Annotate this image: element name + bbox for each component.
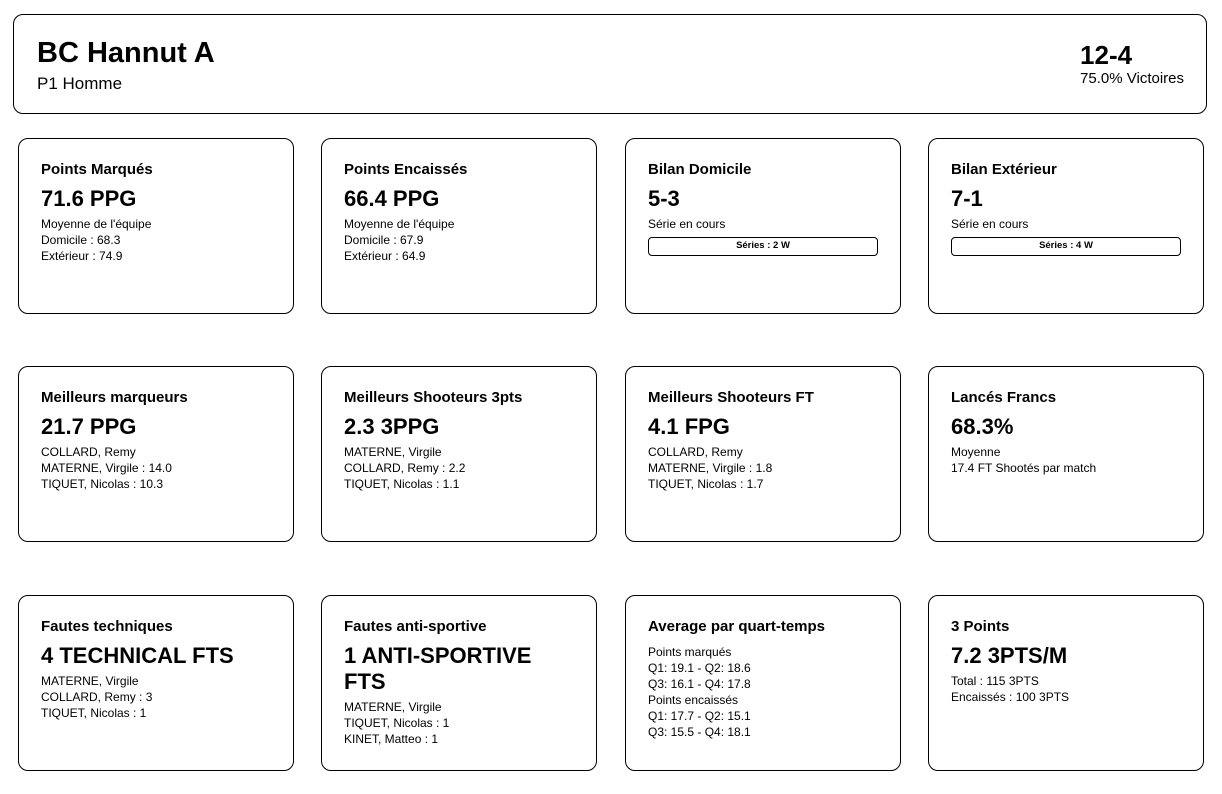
card-line: MATERNE, Virgile — [41, 674, 139, 688]
card-unsportsmanlike-fouls — [321, 595, 597, 771]
card-line: TIQUET, Nicolas : 1 — [344, 716, 450, 730]
card-title: Average par quart-temps — [648, 618, 825, 635]
card-line: Série en cours — [951, 217, 1029, 231]
card-line: COLLARD, Remy : 2.2 — [344, 461, 466, 475]
card-title: Fautes techniques — [41, 618, 173, 635]
card-title: Bilan Extérieur — [951, 161, 1057, 178]
card-value: 7-1 — [951, 186, 983, 211]
card-title: Lancés Francs — [951, 389, 1057, 406]
card-line: COLLARD, Remy — [648, 445, 743, 459]
card-line: Extérieur : 64.9 — [344, 249, 426, 263]
card-line: Points encaissés — [648, 693, 739, 707]
card-line: TIQUET, Nicolas : 1 — [41, 706, 147, 720]
card-line: TIQUET, Nicolas : 10.3 — [41, 477, 164, 491]
card-top-3pt-shooters — [321, 366, 597, 542]
card-value: 68.3% — [951, 414, 1014, 439]
card-top-ft-shooters — [625, 366, 901, 542]
card-line: Domicile : 67.9 — [344, 233, 424, 247]
card-value: 4 TECHNICAL FTS — [41, 643, 234, 668]
card-title: Fautes anti-sportive — [344, 618, 487, 635]
card-line: TIQUET, Nicolas : 1.7 — [648, 477, 764, 491]
card-title: Meilleurs marqueurs — [41, 389, 188, 406]
record-score: 12-4 — [1080, 40, 1133, 70]
card-top-scorers — [18, 366, 294, 542]
streak-badge: Séries : 4 W — [951, 237, 1181, 256]
card-line: Extérieur : 74.9 — [41, 249, 123, 263]
card-value: 2.3 3PPG — [344, 414, 440, 439]
card-line: Moyenne de l'équipe — [41, 217, 152, 231]
card-line: Domicile : 68.3 — [41, 233, 121, 247]
card-value: 66.4 PPG — [344, 186, 440, 211]
card-line: Q1: 19.1 - Q2: 18.6 — [648, 661, 751, 675]
card-title: Points Marqués — [41, 161, 153, 178]
streak-badge: Séries : 2 W — [648, 237, 878, 256]
card-line: Q3: 15.5 - Q4: 18.1 — [648, 725, 751, 739]
team-record — [1080, 40, 1184, 88]
card-line: COLLARD, Remy — [41, 445, 136, 459]
card-value: 1 ANTI-SPORTIVE FTS — [344, 643, 532, 694]
team-name: BC Hannut A — [37, 37, 215, 69]
card-line: Moyenne de l'équipe — [344, 217, 455, 231]
card-line: TIQUET, Nicolas : 1.1 — [344, 477, 460, 491]
card-home-record — [625, 138, 901, 314]
card-title: 3 Points — [951, 618, 1010, 635]
card-value: 7.2 3PTS/M — [951, 643, 1068, 668]
card-title: Bilan Domicile — [648, 161, 752, 178]
card-title: Points Encaissés — [344, 161, 468, 178]
card-points-conceded — [321, 138, 597, 314]
card-points-scored — [18, 138, 294, 314]
card-line: Série en cours — [648, 217, 726, 231]
card-value: 4.1 FPG — [648, 414, 730, 439]
win-percentage: 75.0% Victoires — [1080, 70, 1184, 87]
card-quarter-averages — [625, 595, 901, 771]
card-title: Meilleurs Shooteurs 3pts — [344, 389, 523, 406]
card-line: KINET, Matteo : 1 — [344, 732, 439, 746]
card-line: Encaissés : 100 3PTS — [951, 690, 1070, 704]
team-header — [13, 14, 1207, 114]
card-value: 5-3 — [648, 186, 680, 211]
card-line: MATERNE, Virgile : 14.0 — [41, 461, 172, 475]
card-value: 71.6 PPG — [41, 186, 137, 211]
card-line: MATERNE, Virgile — [344, 700, 442, 714]
card-away-record — [928, 138, 1204, 314]
card-three-points — [928, 595, 1204, 771]
card-line: 17.4 FT Shootés par match — [951, 461, 1097, 475]
card-title: Meilleurs Shooteurs FT — [648, 389, 814, 406]
card-line: Total : 115 3PTS — [951, 674, 1039, 688]
card-technical-fouls — [18, 595, 294, 771]
team-league: P1 Homme — [37, 74, 123, 93]
card-line: Q3: 16.1 - Q4: 17.8 — [648, 677, 751, 691]
card-line: MATERNE, Virgile : 1.8 — [648, 461, 773, 475]
card-line: Points marqués — [648, 645, 732, 659]
card-line: Q1: 17.7 - Q2: 15.1 — [648, 709, 751, 723]
card-line: COLLARD, Remy : 3 — [41, 690, 153, 704]
card-free-throws — [928, 366, 1204, 542]
card-line: Moyenne — [951, 445, 1001, 459]
card-value: 21.7 PPG — [41, 414, 137, 439]
card-line: MATERNE, Virgile — [344, 445, 442, 459]
